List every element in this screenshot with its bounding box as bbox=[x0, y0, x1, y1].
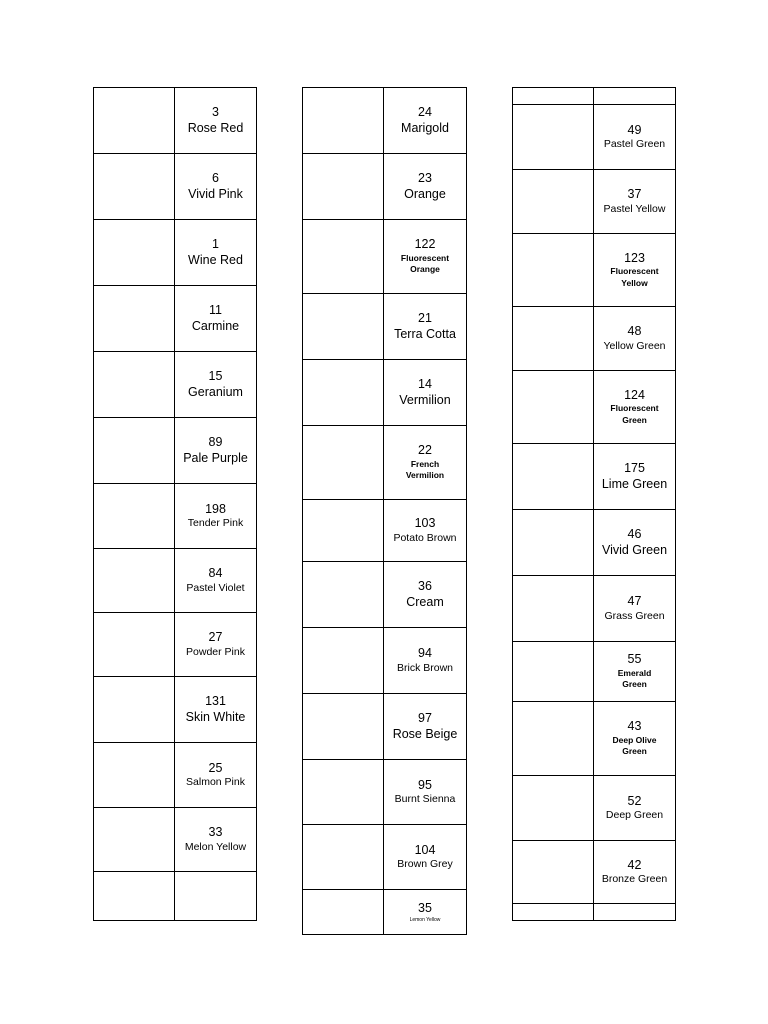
color-label-cell bbox=[594, 841, 675, 903]
color-row bbox=[94, 808, 256, 872]
color-name: Rose Beige bbox=[392, 726, 458, 741]
color-number: 46 bbox=[627, 526, 642, 541]
color-row bbox=[513, 510, 675, 576]
color-row bbox=[94, 286, 256, 352]
color-row bbox=[94, 613, 256, 677]
color-row bbox=[94, 872, 256, 921]
swatch-cell bbox=[94, 613, 175, 676]
color-row bbox=[94, 484, 256, 549]
color-label-cell bbox=[384, 760, 466, 824]
color-row bbox=[513, 904, 675, 921]
color-row bbox=[94, 220, 256, 286]
swatch-cell bbox=[94, 872, 175, 920]
color-number: 43 bbox=[627, 719, 642, 734]
color-row bbox=[303, 694, 466, 760]
color-number: 94 bbox=[418, 646, 432, 661]
color-name: Bronze Green bbox=[601, 873, 668, 886]
swatch-cell bbox=[303, 562, 384, 627]
color-name: Potato Brown bbox=[393, 531, 457, 544]
color-name: Fluorescent Orange bbox=[400, 252, 450, 275]
swatch-cell bbox=[94, 352, 175, 417]
color-row bbox=[303, 294, 466, 360]
color-number: 124 bbox=[624, 387, 645, 402]
swatch-cell bbox=[94, 418, 175, 483]
color-row bbox=[513, 642, 675, 702]
swatch-cell bbox=[303, 825, 384, 889]
color-number: 42 bbox=[627, 857, 642, 872]
color-label-cell bbox=[175, 220, 256, 285]
color-label-cell bbox=[384, 825, 466, 889]
color-row bbox=[513, 576, 675, 642]
swatch-cell bbox=[303, 628, 384, 693]
color-row bbox=[513, 307, 675, 371]
color-row bbox=[303, 760, 466, 825]
color-label-cell bbox=[594, 576, 675, 641]
color-label-cell bbox=[594, 904, 675, 920]
color-row bbox=[513, 841, 675, 904]
color-row bbox=[513, 776, 675, 841]
color-label-cell bbox=[594, 510, 675, 575]
color-name: Vivid Pink bbox=[188, 186, 243, 201]
color-label-cell bbox=[175, 286, 256, 351]
swatch-cell bbox=[94, 286, 175, 351]
color-label-cell bbox=[384, 562, 466, 627]
color-label-cell bbox=[594, 776, 675, 840]
color-number: 89 bbox=[208, 434, 223, 449]
color-row bbox=[303, 562, 466, 628]
color-label-cell bbox=[384, 360, 466, 425]
color-number: 198 bbox=[205, 501, 226, 516]
color-name: Pastel Yellow bbox=[603, 202, 666, 215]
color-label-cell bbox=[384, 154, 466, 219]
color-name: Brown Grey bbox=[397, 858, 453, 871]
color-number: 22 bbox=[418, 443, 432, 458]
color-number: 55 bbox=[627, 652, 642, 667]
swatch-cell bbox=[513, 170, 594, 233]
swatch-cell bbox=[513, 307, 594, 370]
color-label-cell bbox=[594, 170, 675, 233]
color-name: Geranium bbox=[188, 384, 243, 399]
color-label-cell bbox=[594, 234, 675, 306]
color-label-cell bbox=[175, 613, 256, 676]
color-row bbox=[303, 88, 466, 154]
color-name: Vivid Green bbox=[601, 542, 668, 557]
color-number: 23 bbox=[418, 170, 432, 185]
color-row bbox=[303, 360, 466, 426]
color-label-cell bbox=[175, 484, 256, 548]
color-number: 122 bbox=[414, 237, 436, 252]
color-row bbox=[303, 154, 466, 220]
color-row bbox=[94, 743, 256, 808]
color-label-cell bbox=[594, 307, 675, 370]
color-name: Wine Red bbox=[188, 252, 243, 267]
color-row bbox=[94, 549, 256, 613]
color-name: Burnt Sienna bbox=[394, 793, 456, 806]
swatch-cell bbox=[513, 576, 594, 641]
color-name: Terra Cotta bbox=[394, 326, 456, 341]
swatch-cell bbox=[303, 154, 384, 219]
color-row bbox=[303, 500, 466, 562]
color-number: 175 bbox=[624, 460, 645, 475]
swatch-cell bbox=[513, 642, 594, 701]
color-label-cell bbox=[384, 694, 466, 759]
color-label-cell bbox=[594, 444, 675, 509]
color-chart-column-2 bbox=[302, 87, 467, 935]
color-name: Rose Red bbox=[187, 120, 244, 135]
color-label-cell bbox=[384, 220, 466, 293]
color-name: French Vermilion bbox=[405, 458, 445, 481]
color-number: 103 bbox=[414, 516, 436, 531]
color-label-cell bbox=[175, 352, 256, 417]
color-name: Marigold bbox=[401, 120, 449, 135]
color-number: 84 bbox=[208, 566, 223, 581]
color-number: 36 bbox=[418, 578, 432, 593]
color-label-cell bbox=[175, 418, 256, 483]
color-row bbox=[513, 234, 675, 307]
color-label-cell bbox=[594, 105, 675, 169]
color-number: 27 bbox=[208, 630, 223, 645]
color-row bbox=[513, 702, 675, 776]
color-number: 1 bbox=[212, 236, 219, 251]
color-label-cell bbox=[175, 549, 256, 612]
color-row bbox=[303, 426, 466, 500]
swatch-cell bbox=[94, 808, 175, 871]
color-row bbox=[513, 170, 675, 234]
color-number: 95 bbox=[418, 777, 432, 792]
color-label-cell bbox=[175, 872, 256, 920]
color-number: 35 bbox=[418, 901, 432, 916]
color-number: 14 bbox=[418, 376, 432, 391]
color-label-cell bbox=[384, 500, 466, 561]
color-name: Pastel Green bbox=[603, 138, 666, 151]
swatch-cell bbox=[303, 220, 384, 293]
color-number: 123 bbox=[624, 250, 645, 265]
color-name: Powder Pink bbox=[186, 645, 245, 658]
color-number: 3 bbox=[212, 104, 219, 119]
color-row bbox=[303, 890, 466, 935]
color-label-cell bbox=[384, 426, 466, 499]
swatch-cell bbox=[303, 88, 384, 153]
swatch-cell bbox=[513, 105, 594, 169]
swatch-cell bbox=[513, 841, 594, 903]
color-row bbox=[513, 88, 675, 105]
color-label-cell bbox=[384, 294, 466, 359]
swatch-cell bbox=[303, 890, 384, 934]
color-row bbox=[513, 371, 675, 444]
color-label-cell bbox=[175, 154, 256, 219]
color-row bbox=[303, 825, 466, 890]
color-name: Skin White bbox=[185, 709, 246, 724]
swatch-cell bbox=[94, 484, 175, 548]
swatch-cell bbox=[513, 371, 594, 443]
color-label-cell bbox=[175, 808, 256, 871]
swatch-cell bbox=[303, 760, 384, 824]
swatch-cell bbox=[513, 88, 594, 104]
swatch-cell bbox=[513, 510, 594, 575]
swatch-cell bbox=[513, 776, 594, 840]
color-name: Lime Green bbox=[601, 476, 668, 491]
color-number: 97 bbox=[418, 710, 432, 725]
color-number: 24 bbox=[418, 104, 432, 119]
color-label-cell bbox=[384, 628, 466, 693]
color-name: Lemon Yellow bbox=[409, 916, 441, 923]
color-number: 15 bbox=[208, 368, 223, 383]
color-name: Fluorescent Green bbox=[610, 403, 659, 425]
color-name: Carmine bbox=[191, 318, 240, 333]
swatch-cell bbox=[94, 677, 175, 742]
color-label-cell bbox=[384, 88, 466, 153]
color-label-cell bbox=[594, 702, 675, 775]
color-name: Salmon Pink bbox=[186, 776, 245, 789]
color-number: 37 bbox=[627, 187, 642, 202]
color-row bbox=[513, 105, 675, 170]
color-row bbox=[94, 88, 256, 154]
color-name: Deep Green bbox=[605, 809, 664, 822]
color-label-cell bbox=[175, 88, 256, 153]
swatch-cell bbox=[513, 904, 594, 920]
color-row bbox=[94, 677, 256, 743]
color-row bbox=[303, 220, 466, 294]
color-name: Deep Olive Green bbox=[612, 734, 657, 757]
color-row bbox=[513, 444, 675, 510]
color-label-cell bbox=[175, 677, 256, 742]
swatch-cell bbox=[303, 294, 384, 359]
swatch-cell bbox=[513, 234, 594, 306]
swatch-cell bbox=[303, 426, 384, 499]
swatch-cell bbox=[94, 549, 175, 612]
color-number: 49 bbox=[627, 122, 642, 137]
color-chart-column-3 bbox=[512, 87, 676, 921]
swatch-cell bbox=[513, 444, 594, 509]
swatch-cell bbox=[94, 88, 175, 153]
swatch-cell bbox=[513, 702, 594, 775]
color-number: 131 bbox=[205, 693, 226, 708]
color-number: 6 bbox=[212, 170, 219, 185]
color-name: Pastel Violet bbox=[186, 581, 245, 594]
color-name: Tender Pink bbox=[187, 517, 244, 530]
color-name: Grass Green bbox=[604, 609, 665, 622]
color-row bbox=[94, 154, 256, 220]
color-number: 104 bbox=[414, 842, 436, 857]
color-name: Orange bbox=[404, 186, 446, 201]
color-name: Melon Yellow bbox=[184, 840, 247, 853]
color-name: Emerald Green bbox=[617, 667, 652, 690]
color-number: 21 bbox=[418, 310, 432, 325]
color-chart-column-1 bbox=[93, 87, 257, 921]
color-label-cell bbox=[594, 642, 675, 701]
swatch-cell bbox=[303, 500, 384, 561]
color-row bbox=[303, 628, 466, 694]
color-label-cell bbox=[594, 88, 675, 104]
color-row bbox=[94, 352, 256, 418]
color-label-cell bbox=[175, 743, 256, 807]
color-number: 48 bbox=[627, 324, 642, 339]
color-label-cell bbox=[594, 371, 675, 443]
color-row bbox=[94, 418, 256, 484]
color-name: Brick Brown bbox=[396, 661, 453, 674]
color-label-cell bbox=[384, 890, 466, 934]
swatch-cell bbox=[94, 154, 175, 219]
swatch-cell bbox=[303, 694, 384, 759]
swatch-cell bbox=[94, 743, 175, 807]
color-number: 52 bbox=[627, 793, 642, 808]
color-name: Cream bbox=[406, 594, 444, 609]
color-name: Yellow Green bbox=[603, 339, 666, 352]
color-number: 33 bbox=[208, 825, 223, 840]
color-name: Vermilion bbox=[399, 392, 451, 407]
color-number: 11 bbox=[209, 302, 222, 317]
color-number: 25 bbox=[208, 760, 223, 775]
color-number: 47 bbox=[627, 594, 642, 609]
swatch-cell bbox=[94, 220, 175, 285]
color-name: Fluorescent Yellow bbox=[610, 266, 659, 288]
swatch-cell bbox=[303, 360, 384, 425]
color-name: Pale Purple bbox=[183, 450, 248, 465]
